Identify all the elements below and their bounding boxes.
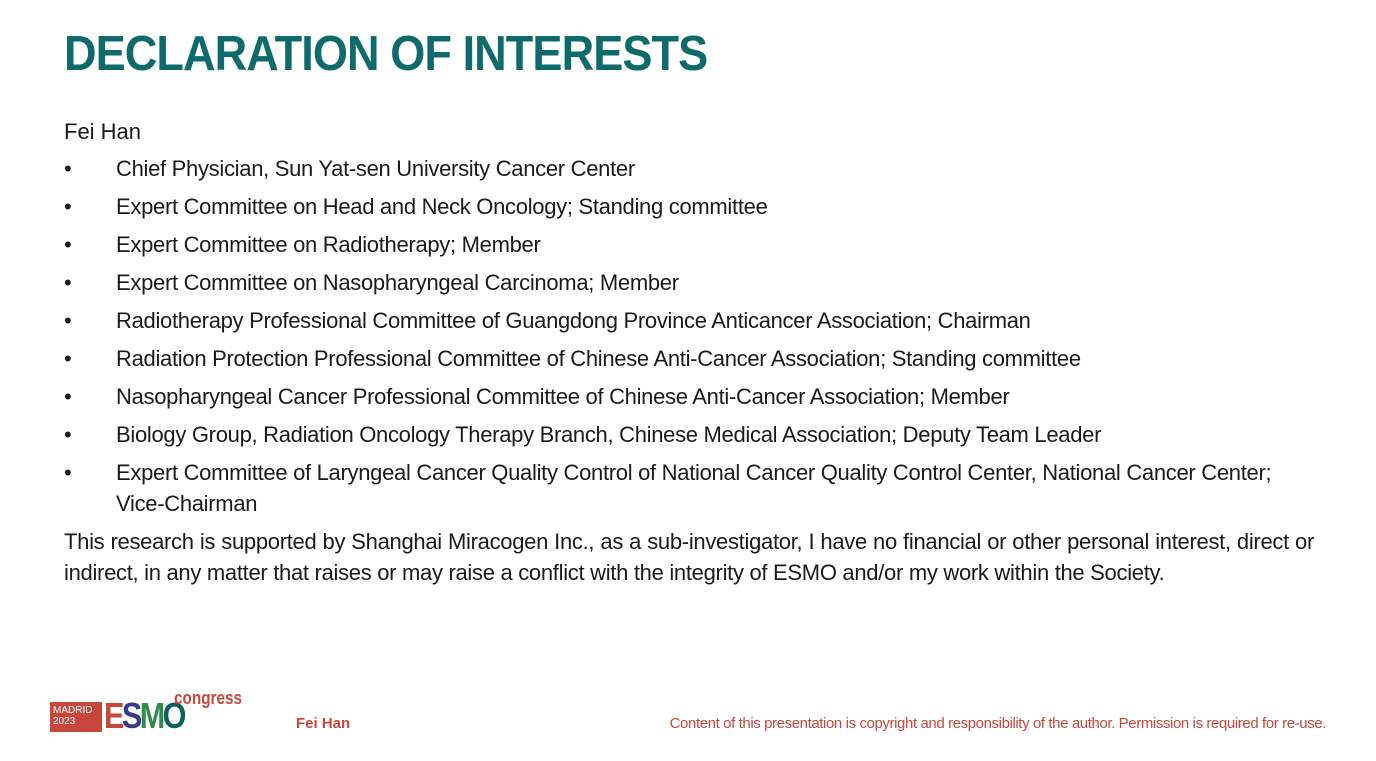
list-item-text: Radiation Protection Professional Committee of Chinese Anti-Cancer Association; Standing committee: [116, 346, 1081, 371]
list-item: [64, 305, 1314, 336]
logo-letter-e: E: [104, 695, 122, 736]
list-item: [64, 267, 1314, 298]
logo-esmo-wordmark: [104, 696, 184, 736]
list-item: [64, 381, 1314, 412]
logo-letter-s: S: [121, 695, 140, 736]
bullet-icon: •: [64, 346, 72, 371]
interest-list: [64, 153, 1314, 519]
bullet-icon: •: [64, 384, 72, 409]
list-item-text: Radiotherapy Professional Committee of Guangdong Province Anticancer Association; Chairman: [116, 308, 1031, 333]
bullet-icon: •: [64, 422, 72, 447]
author-name: Fei Han: [64, 119, 142, 144]
list-item-text: Expert Committee on Nasopharyngeal Carcinoma; Member: [116, 270, 679, 295]
esmo-congress-logo: [50, 690, 250, 735]
list-item-text: Biology Group, Radiation Oncology Therapy Branch, Chinese Medical Association; Deputy Team Leader: [116, 422, 1102, 447]
list-item-text: Expert Committee on Radiotherapy; Member: [116, 232, 541, 257]
logo-year: 2023: [53, 716, 76, 727]
logo-city: MADRID: [53, 705, 93, 716]
bullet-icon: •: [64, 232, 72, 257]
bullet-icon: •: [64, 156, 72, 181]
list-item: [64, 153, 1314, 184]
bullet-icon: •: [64, 194, 72, 219]
bullet-icon: •: [64, 308, 72, 333]
list-item-text: Nasopharyngeal Cancer Professional Committee of Chinese Anti-Cancer Association; Member: [116, 384, 1010, 409]
slide-title: DECLARATION OF INTERESTS: [64, 27, 708, 81]
disclosure-statement: This research is supported by Shanghai Miracogen Inc., as a sub-investigator, I have no financial or other personal interest, direct or indirect, in any matter that raises or may raise a conflict with the integrity of ESMO and/or my work within the Society.: [64, 529, 1314, 585]
footer-copyright: Content of this presentation is copyright and responsibility of the author. Permission is required for re-use.: [669, 715, 1326, 732]
list-item-text: Expert Committee of Laryngeal Cancer Quality Control of National Cancer Quality Control Center, National Cancer Center; Vice-Chairman: [116, 460, 1272, 516]
list-item: [64, 457, 1314, 519]
list-item-text: Expert Committee on Head and Neck Oncology; Standing committee: [116, 194, 768, 219]
list-item: [64, 229, 1314, 260]
list-item: [64, 419, 1314, 450]
logo-letter-m: M: [139, 695, 163, 736]
slide-content: [64, 116, 1314, 588]
list-item: [64, 191, 1314, 222]
list-item-text: Chief Physician, Sun Yat-sen University Cancer Center: [116, 156, 635, 181]
logo-congress-text: congress: [174, 688, 243, 708]
footer-author: Fei Han: [296, 715, 351, 732]
logo-letter-o: O: [162, 695, 184, 736]
list-item: [64, 343, 1314, 374]
bullet-icon: •: [64, 460, 72, 485]
logo-city-badge: [50, 702, 102, 732]
bullet-icon: •: [64, 270, 72, 295]
